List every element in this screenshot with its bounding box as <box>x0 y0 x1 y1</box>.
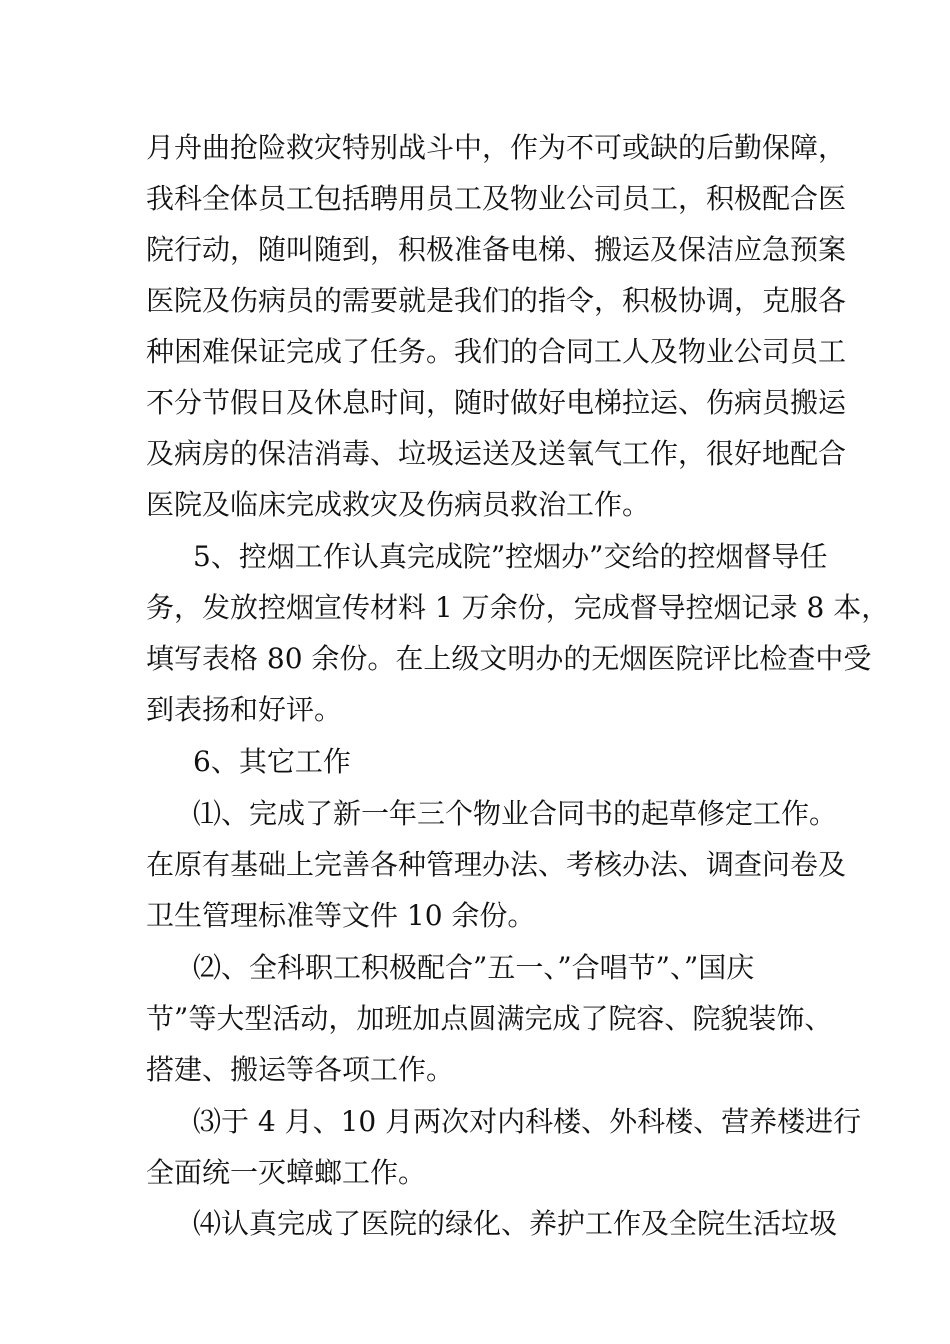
section-heading-5: 5、控烟工作认真完成院”控烟办”交给的控烟督导任 <box>193 540 828 573</box>
text-line-content: 及病房的保洁消毒、垃圾运送及送氧气工作，很好地配合 <box>146 437 847 470</box>
text-line-content: 不分节假日及休息时间，随时做好电梯拉运、伤病员搬运 <box>146 386 847 419</box>
text-line <box>0 1044 950 1096</box>
text-line <box>0 942 950 994</box>
text-line <box>0 1147 950 1199</box>
section-heading-6: 6、其它工作 <box>193 745 351 778</box>
text-line-content: 搭建、搬运等各项工作。 <box>146 1053 455 1086</box>
text-line <box>0 582 950 634</box>
list-item-2: ⑵、全科职工积极配合”五一、”合唱节”、”国庆 <box>193 951 755 984</box>
text-line <box>0 224 950 276</box>
text-line-content: 到表扬和好评。 <box>146 693 343 726</box>
list-item-4: ⑷认真完成了医院的绿化、养护工作及全院生活垃圾 <box>193 1207 838 1240</box>
text-line-content: 全面统一灭蟑螂工作。 <box>146 1156 427 1189</box>
text-line-content: 院行动，随叫随到，积极准备电梯、搬运及保洁应急预案 <box>146 233 847 266</box>
text-line <box>0 788 950 840</box>
text-line <box>0 531 950 583</box>
text-line <box>0 993 950 1045</box>
text-line <box>0 736 950 788</box>
list-item-3: ⑶于 4 月、10 月两次对内科楼、外科楼、营养楼进行 <box>193 1105 862 1138</box>
text-line <box>0 1198 950 1250</box>
text-line <box>0 684 950 736</box>
text-line <box>0 633 950 685</box>
text-line <box>0 839 950 891</box>
text-line-content: 医院及伤病员的需要就是我们的指令，积极协调，克服各 <box>146 284 847 317</box>
text-line-content: 医院及临床完成救灾及伤病员救治工作。 <box>146 488 651 521</box>
text-line-content: 卫生管理标准等文件 10 余份。 <box>146 899 536 932</box>
text-line <box>0 173 950 225</box>
text-line <box>0 326 950 378</box>
text-line-content: 月舟曲抢险救灾特别战斗中，作为不可或缺的后勤保障， <box>146 131 847 164</box>
text-line <box>0 377 950 429</box>
text-line <box>0 1096 950 1148</box>
text-line-content: 种困难保证完成了任务。我们的合同工人及物业公司员工 <box>146 335 847 368</box>
text-line-content: 填写表格 80 余份。在上级文明办的无烟医院评比检查中受 <box>146 642 872 675</box>
text-line-content: 在原有基础上完善各种管理办法、考核办法、调查问卷及 <box>146 848 847 881</box>
text-line <box>0 122 950 174</box>
text-line-content: 我科全体员工包括聘用员工及物业公司员工，积极配合医 <box>146 182 847 215</box>
text-line <box>0 479 950 531</box>
list-item-1: ⑴、完成了新一年三个物业合同书的起草修定工作。 <box>193 797 838 830</box>
text-line-content: 节”等大型活动，加班加点圆满完成了院容、院貌装饰、 <box>146 1002 833 1035</box>
text-line-content: 务，发放控烟宣传材料 1 万余份，完成督导控烟记录 8 本， <box>146 591 890 624</box>
text-line <box>0 275 950 327</box>
text-line <box>0 428 950 480</box>
text-line <box>0 890 950 942</box>
